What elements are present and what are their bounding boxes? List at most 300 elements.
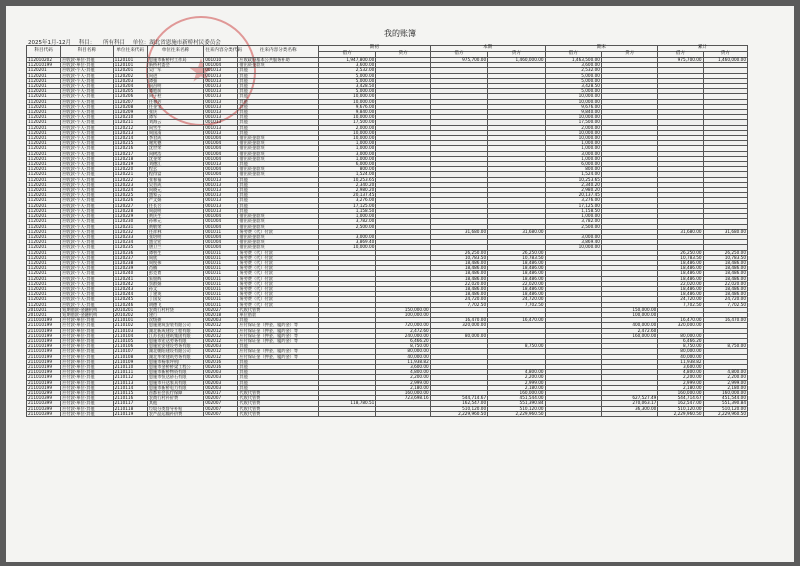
table-cell: 其他 [238, 120, 319, 125]
table-cell: 4,800.00 [488, 370, 545, 375]
table-cell: 2110110 [113, 364, 147, 369]
table-cell: 31,680.00 [430, 229, 487, 234]
org-label: 单位：湖北省恩施市新桥村民委员会 [132, 40, 221, 46]
table-cell: 001013 [204, 125, 238, 130]
table-cell: 应收款-个人-其他 [61, 177, 113, 182]
table-cell: 应收款-个人-其他 [61, 162, 113, 167]
table-cell: 其他 [238, 78, 319, 83]
table-cell: 3,276.00 [318, 198, 375, 203]
table-cell: 其他 [238, 380, 319, 385]
table-cell: 1120201 [27, 214, 61, 219]
table-cell: 18,486.00 [430, 271, 487, 276]
table-cell [376, 411, 430, 416]
table-cell: 9,840.00 [545, 110, 601, 115]
table-cell: 1120208 [113, 104, 147, 109]
table-cell: 5,000.00 [545, 73, 601, 78]
table-cell: 务劳费（代）付款 [238, 286, 319, 291]
table-cell: 其他 [238, 104, 319, 109]
table-cell: 2,980.20 [545, 188, 601, 193]
table-cell: 1120201 [27, 68, 61, 73]
table-cell: 应付款-单位-其他 [61, 349, 113, 354]
table-cell: 其他 [238, 84, 319, 89]
table-cell: 应收款-个人-其他 [61, 208, 113, 213]
table-cell: 2110107 [113, 349, 147, 354]
table-cell: 应收款-个人-其他 [61, 84, 113, 89]
table-cell: 其他 [238, 344, 319, 349]
table-cell: 其他 [238, 318, 319, 323]
table-cell: 湖北华荣建筑劳务有限 [147, 354, 203, 359]
table-cell: 10,783.50 [703, 255, 747, 260]
table-cell: 18,486.00 [703, 271, 747, 276]
table-cell: 应收款-个人-其他 [61, 203, 113, 208]
table-cell: 吴晋成 [147, 182, 203, 187]
table-cell: 6,466.20 [376, 338, 430, 343]
table-cell: 应收政府基本公共服务补助 [238, 58, 319, 63]
table-cell: 112010199 [27, 63, 61, 68]
table-cell: 1120207 [113, 99, 147, 104]
table-cell: 544,714.67 [658, 396, 703, 401]
table-cell: 任金宝 [147, 104, 203, 109]
table-cell: 应付保证金（押金、履约金）等 [238, 328, 319, 333]
table-cell: 1,524.00 [318, 172, 375, 177]
table-cell: 18,486.00 [488, 286, 545, 291]
table-cell: 1120201 [27, 281, 61, 286]
table-cell: 3,600.00 [658, 364, 703, 369]
table-cell: 应收款-单位-其他 [61, 63, 113, 68]
table-cell: 谭智生 [147, 250, 203, 255]
table-cell: 2110119 [113, 411, 147, 416]
table-cell: 002027 [204, 307, 238, 312]
table-cell: 应收款-个人-其他 [61, 136, 113, 141]
table-cell: 1120201 [27, 219, 61, 224]
table-cell: 应付款-单位-其他 [61, 323, 113, 328]
table-cell: 10,000.00 [318, 245, 375, 250]
table-cell [545, 411, 601, 416]
table-cell: 2,180.00 [703, 385, 747, 390]
table-cell: 2010201 [27, 312, 61, 317]
table-cell: 应付款-单位-其他 [61, 318, 113, 323]
table-cell: 借出资金款项 [238, 167, 319, 172]
table-cell: 001011 [204, 266, 238, 271]
table-cell: 应付款-单位-其他 [61, 359, 113, 364]
table-cell: 160,000.00 [488, 391, 545, 396]
table-cell: 10,000.00 [545, 245, 601, 250]
table-cell: 1,000.00 [318, 156, 375, 161]
table-cell: 向进 [147, 73, 203, 78]
table-cell: 1120201 [27, 198, 61, 203]
table-cell: 1120201 [27, 276, 61, 281]
table-cell: 18,486.00 [488, 292, 545, 297]
col-group-header: 期初 [318, 46, 430, 52]
table-cell: 1120201 [27, 73, 61, 78]
table-cell: 31,680.00 [658, 229, 703, 234]
table-cell: 2,180.00 [488, 385, 545, 390]
table-cell: 丁国友 [147, 297, 203, 302]
table-cell: 211010199 [27, 318, 61, 323]
table-cell: 谢兆德 [147, 141, 203, 146]
table-cell: 应收款-个人-其他 [61, 276, 113, 281]
table-cell: 2,200.00 [658, 375, 703, 380]
table-cell: 1120218 [113, 156, 147, 161]
table-cell: 向雪生 [147, 125, 203, 130]
table-cell: 恩施市金桥桥梁工程公 [147, 364, 203, 369]
table-cell: 应付款-单位-其他 [61, 333, 113, 338]
table-cell: 544,714.67 [430, 396, 487, 401]
table-cell: 002012 [204, 354, 238, 359]
table-cell: 24,720.00 [430, 297, 487, 302]
table-cell: 1,524.00 [545, 172, 601, 177]
table-cell: 代收代管费 [238, 411, 319, 416]
table-cell: 黄敬荣 [147, 224, 203, 229]
table-cell: 10,783.50 [488, 255, 545, 260]
table-cell: 1120201 [27, 260, 61, 265]
table-cell: 26,250.00 [658, 250, 703, 255]
table-cell: 001013 [204, 130, 238, 135]
table-cell: 应付款-单位-其他 [61, 354, 113, 359]
table-cell: 40,000.00 [658, 354, 703, 359]
table-cell: 001010 [204, 58, 238, 63]
table-cell: 3,869.40 [545, 240, 601, 245]
table-cell: 应收款-个人-其他 [61, 78, 113, 83]
table-cell: 26,250.00 [430, 250, 487, 255]
table-cell: 次级债 [147, 318, 203, 323]
table-cell: 严文娟 [147, 198, 203, 203]
table-cell: 应收款-个人-其他 [61, 115, 113, 120]
table-cell: 002007 [204, 406, 238, 411]
table-cell: 程玄 [147, 167, 203, 172]
table-cell: 应收款-个人-其他 [61, 292, 113, 297]
table-cell: 应收款-个人-其他 [61, 240, 113, 245]
table-cell: 其他 [238, 385, 319, 390]
table-cell: 1120201 [27, 94, 61, 99]
table-cell: 002018 [204, 312, 238, 317]
table-cell: 应收款-个人-其他 [61, 167, 113, 172]
table-cell: 001013 [204, 182, 238, 187]
table-cell: 1120201 [27, 250, 61, 255]
table-cell: 510,120.00 [430, 406, 487, 411]
table-cell: 001004 [204, 146, 238, 151]
table-cell: 16,470.00 [430, 318, 487, 323]
table-cell: 任祥林 [147, 229, 203, 234]
table-cell: 001013 [204, 78, 238, 83]
table-cell: 001013 [204, 177, 238, 182]
table-cell: 代收代管费 [238, 391, 319, 396]
table-cell: 1120205 [113, 89, 147, 94]
table-cell: 001011 [204, 286, 238, 291]
table-cell: 应付保证金（押金、履约金）等 [238, 323, 319, 328]
table-cell: 2110102 [113, 323, 147, 328]
table-cell: 1120217 [113, 151, 147, 156]
table-cell: 001013 [204, 99, 238, 104]
table-cell: 务劳费（代）付款 [238, 266, 319, 271]
table-cell: 40,000.00 [376, 354, 430, 359]
table-cell: 1120201 [27, 78, 61, 83]
table-cell: 借出资金款项 [238, 136, 319, 141]
table-cell: 1,000.00 [318, 141, 375, 146]
table-cell: 6,466.20 [658, 338, 703, 343]
table-cell: 24,720.00 [703, 297, 747, 302]
table-cell: 1120219 [113, 162, 147, 167]
table-cell: 162,547.00 [658, 401, 703, 406]
table-cell: 1120245 [113, 297, 147, 302]
table-cell: 沈金荣 [147, 156, 203, 161]
table-cell: 10,000.00 [318, 130, 375, 135]
table-cell: 应付款-单位-其他 [61, 401, 113, 406]
table-cell: 211010199 [27, 344, 61, 349]
col-subheader: 借方 [430, 52, 487, 58]
table-cell: 10,000.00 [318, 136, 375, 141]
table-cell: 任长合 [147, 203, 203, 208]
table-cell: 1120201 [27, 130, 61, 135]
table-cell: 应付款-单位-其他 [61, 406, 113, 411]
table-cell: 应收款-个人-其他 [61, 156, 113, 161]
table-cell: 5,000.00 [545, 89, 601, 94]
table-cell: 1120201 [27, 84, 61, 89]
table-cell: 1,460,000.00 [488, 58, 545, 63]
table-cell: 80,000.00 [376, 349, 430, 354]
table-cell: 其他 [238, 125, 319, 130]
table-cell: 应付款-单位-其他 [61, 375, 113, 380]
table-cell: 2,472.60 [376, 328, 430, 333]
table-cell: 应付保证金（押金、履约金）等 [238, 354, 319, 359]
table-cell: 向树浩 [147, 151, 203, 156]
table-cell: 240,000.00 [376, 333, 430, 338]
account-scope: 所有科目 [103, 40, 126, 46]
table-cell: 1120201 [27, 115, 61, 120]
table-cell: 10,783.50 [430, 255, 487, 260]
table-cell: 1,947,800.00 [318, 58, 375, 63]
table-cell: 孙林元 [147, 219, 203, 224]
table-cell: 18,486.00 [430, 276, 487, 281]
table-cell: 应收款-单位-其他 [61, 58, 113, 63]
table-cell: 2,999.00 [658, 380, 703, 385]
table-cell: 1120201 [27, 125, 61, 130]
table-cell: 谭强 [147, 78, 203, 83]
table-cell: 20,137.45 [545, 193, 601, 198]
table-cell: 002003 [204, 344, 238, 349]
table-cell: 1120233 [113, 234, 147, 239]
table-cell: 18,486.00 [488, 276, 545, 281]
table-cell: 1120214 [113, 136, 147, 141]
table-cell: 其他 [238, 162, 319, 167]
table-cell: 001004 [204, 136, 238, 141]
table-cell: 其他 [238, 198, 319, 203]
table-cell: 001011 [204, 250, 238, 255]
table-cell: 211010199 [27, 323, 61, 328]
table-cell: 18,486.00 [703, 292, 747, 297]
table-cell: 9,840.00 [318, 110, 375, 115]
table-cell: 5,000.00 [545, 78, 601, 83]
table-cell: 002003 [204, 380, 238, 385]
table-cell: 451,544.00 [703, 396, 747, 401]
table-cell: 应收款-个人-其他 [61, 219, 113, 224]
table-cell: 其他 [238, 193, 319, 198]
table-cell: 002003 [204, 318, 238, 323]
table-cell: 1120201 [27, 162, 61, 167]
table-cell: 丁建英 [147, 292, 203, 297]
table-cell: 001013 [204, 73, 238, 78]
table-cell: 211010199 [27, 328, 61, 333]
table-cell: 4,800.00 [376, 370, 430, 375]
table-cell: 农产品运输补价费 [147, 411, 203, 416]
table-cell: 18,486.00 [658, 266, 703, 271]
table-cell: 11,938.82 [658, 359, 703, 364]
table-cell: 恩施市新桥村工作局 [147, 58, 203, 63]
table-cell: 周国清 [147, 130, 203, 135]
table-cell: 其他 [238, 115, 319, 120]
table-cell: 应收款-个人-其他 [61, 214, 113, 219]
table-cell: 务劳费（代）付款 [238, 297, 319, 302]
table-cell: 务劳费（代）付款 [238, 302, 319, 307]
table-cell: 3,600.00 [376, 364, 430, 369]
table-cell: 001004 [204, 63, 238, 68]
table-cell: 1120235 [113, 245, 147, 250]
table-cell: 务劳费（代）付款 [238, 250, 319, 255]
table-cell: 应收款-个人-其他 [61, 110, 113, 115]
table-body [27, 58, 748, 417]
table-cell: 1120240 [113, 271, 147, 276]
table-cell: 1120237 [113, 255, 147, 260]
table-cell: 1120206 [113, 94, 147, 99]
table-cell: 恩施市开达家具有限 [147, 380, 203, 385]
table-cell: 1120201 [27, 245, 61, 250]
table-cell: 551,390.84 [703, 401, 747, 406]
table-cell: 2,999.00 [376, 380, 430, 385]
table-cell: 001013 [204, 120, 238, 125]
table-cell: 002003 [204, 385, 238, 390]
table-cell: 7,702.50 [488, 302, 545, 307]
table-cell: 2,999.00 [703, 380, 747, 385]
table-cell: 001011 [204, 255, 238, 260]
table-cell: 26,250.00 [488, 250, 545, 255]
table-cell: 2110116 [113, 396, 147, 401]
table-cell: 10,000.00 [545, 130, 601, 135]
table-cell: 1120201 [27, 193, 61, 198]
table-cell: 002003 [204, 370, 238, 375]
table-cell: 001004 [204, 224, 238, 229]
table-cell: 其他 [238, 130, 319, 135]
table-cell: 18,486.00 [430, 292, 487, 297]
table-cell: 451,544.00 [488, 396, 545, 401]
table-cell: 2,229,960.50 [703, 411, 747, 416]
table-cell: 001013 [204, 89, 238, 94]
col-subheader: 贷方 [376, 52, 430, 58]
table-cell: 向昌明 [147, 84, 203, 89]
table-cell: 31,680.00 [703, 229, 747, 234]
col-header: 科目代码 [27, 46, 61, 58]
table-cell: 16,470.00 [488, 318, 545, 323]
table-cell: 1120230 [113, 219, 147, 224]
table-cell: 应收款-个人-其他 [61, 245, 113, 250]
table-cell: 5,000.00 [318, 89, 375, 94]
table-cell: 1120229 [113, 214, 147, 219]
table-cell: 周锐伟 [147, 260, 203, 265]
table-cell: 150,000.00 [376, 307, 430, 312]
table-cell: 211010399 [27, 401, 61, 406]
table-cell: 1120236 [113, 250, 147, 255]
table-cell: 22,020.00 [430, 281, 487, 286]
table-cell: 湖北朝阳建设有限公司 [147, 349, 203, 354]
table-cell: 001011 [204, 276, 238, 281]
table-cell: 001004 [204, 245, 238, 250]
table-cell: 001013 [204, 68, 238, 73]
table-cell: 510,120.00 [658, 406, 703, 411]
table-cell: 9,676.00 [318, 104, 375, 109]
table-cell: 002012 [204, 328, 238, 333]
table-cell: 张庆 [147, 110, 203, 115]
table-cell: 160,000.00 [601, 333, 657, 338]
table-cell: 3,000.00 [318, 234, 375, 239]
table-cell: 3,782.00 [545, 219, 601, 224]
table-cell: 2,472.60 [601, 328, 657, 333]
table-cell: 002012 [204, 323, 238, 328]
table-cell: 应付保证金（押金、履约金）等 [238, 349, 319, 354]
table-cell: 应收款-个人-其他 [61, 130, 113, 135]
table-cell: 36,300.00 [601, 406, 657, 411]
ledger-table [26, 45, 748, 417]
table-cell: 001013 [204, 104, 238, 109]
table-cell: 1120201 [27, 136, 61, 141]
col-subheader: 贷方 [488, 52, 545, 58]
col-header: 单位往来名称 [147, 46, 203, 58]
table-cell: 1120244 [113, 292, 147, 297]
table-cell: 4,800.00 [658, 370, 703, 375]
table-cell: 975,700.00 [658, 58, 703, 63]
col-header: 科目名称 [61, 46, 113, 58]
table-cell: 应收款-个人-其他 [61, 224, 113, 229]
table-cell: 2,999.00 [488, 380, 545, 385]
table-cell: 借出资金款项 [238, 146, 319, 151]
table-cell: 1120201 [27, 156, 61, 161]
table-cell: 借出资金款项 [238, 224, 319, 229]
table-cell: 2,000.00 [318, 125, 375, 130]
table-cell: 211010399 [27, 411, 61, 416]
table-cell: 新桥村委会 [147, 63, 203, 68]
table-cell: 恩施市新桥物资有限 [147, 370, 203, 375]
table-cell: 应收款-个人-其他 [61, 281, 113, 286]
table-cell: 应收款-个人-其他 [61, 120, 113, 125]
col-subheader: 借方 [318, 52, 375, 58]
table-cell: 向子柱 [147, 94, 203, 99]
table-cell: 1,460,000.00 [703, 58, 747, 63]
table-cell: 1120221 [113, 172, 147, 177]
table-cell: 800.00 [318, 167, 375, 172]
table-cell: 1,000.00 [318, 214, 375, 219]
table-cell: 627,527.49 [601, 396, 657, 401]
table-cell: 蔡群娟 [147, 281, 203, 286]
table-cell: 1120201 [27, 104, 61, 109]
table-cell: 1120222 [113, 177, 147, 182]
table-cell: 001013 [204, 110, 238, 115]
table-cell: 代收代管费 [238, 307, 319, 312]
table-cell: 1,000.00 [545, 141, 601, 146]
table-cell: 其他 [238, 94, 319, 99]
table-cell: 周欣 [147, 255, 203, 260]
table-cell: 211010299 [27, 391, 61, 396]
table-cell: 农商行村村贷 [147, 307, 203, 312]
table-cell: 其他 [238, 182, 319, 187]
table-cell: 2,980.20 [318, 188, 375, 193]
table-cell: 800.00 [545, 167, 601, 172]
table-cell: 11,938.82 [376, 359, 430, 364]
table-cell: 2110108 [113, 354, 147, 359]
table-cell: 001004 [204, 151, 238, 156]
table-cell: 18,486.00 [488, 260, 545, 265]
table-cell: 1120201 [27, 177, 61, 182]
table-cell: 1120201 [27, 234, 61, 239]
table-cell: 程得富 [147, 172, 203, 177]
table-cell: 其他 [238, 99, 319, 104]
